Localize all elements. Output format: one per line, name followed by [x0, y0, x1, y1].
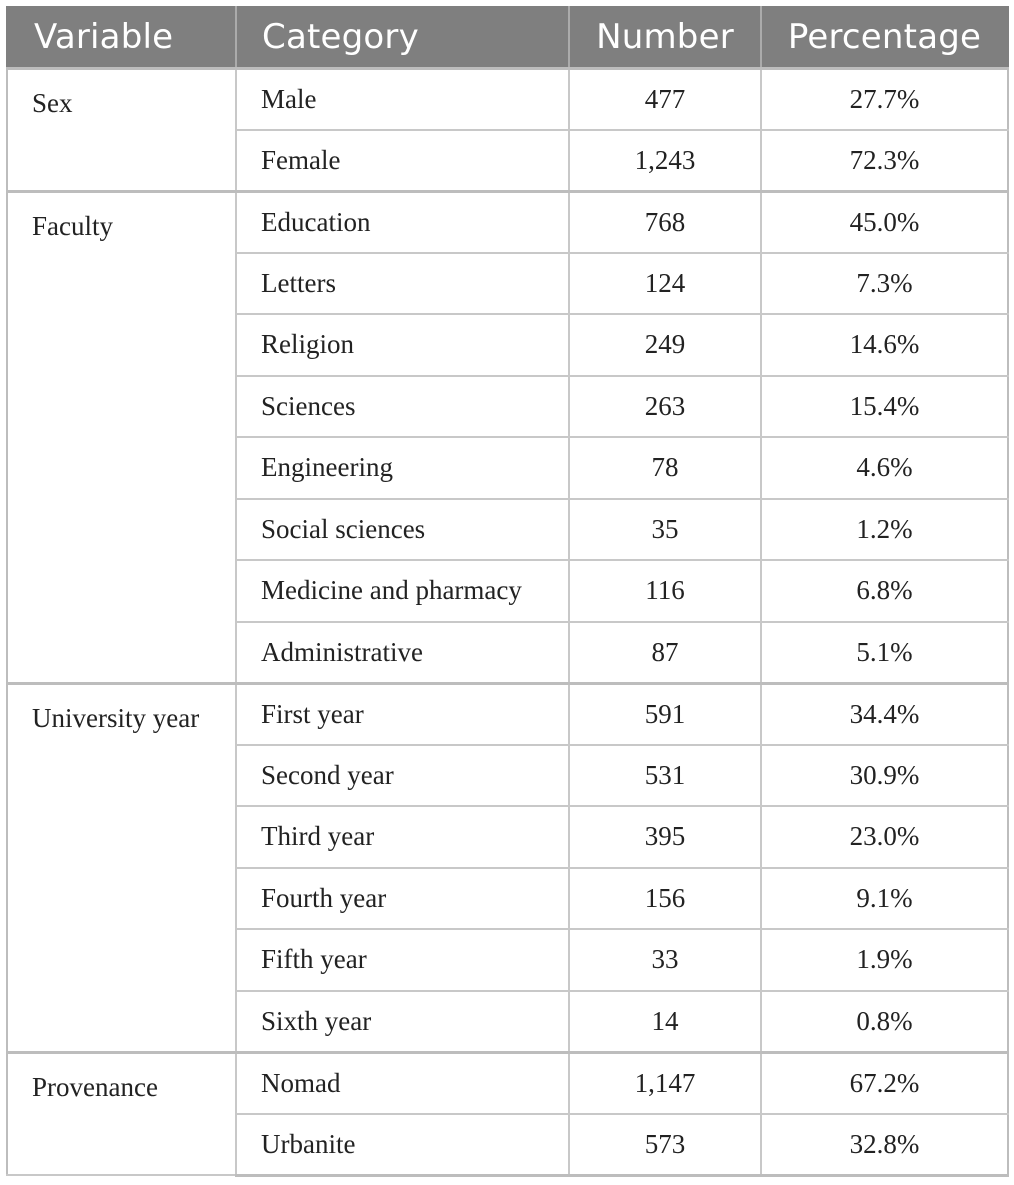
number-cell: 531 — [569, 745, 761, 807]
header-row — [7, 7, 1008, 68]
percentage-cell: 14.6% — [761, 314, 1008, 376]
percentage-cell: 9.1% — [761, 868, 1008, 930]
category-cell: Second year — [236, 745, 569, 807]
table-body — [7, 68, 1008, 1175]
category-cell: Urbanite — [236, 1114, 569, 1176]
percentage-cell: 30.9% — [761, 745, 1008, 807]
number-cell: 78 — [569, 437, 761, 499]
variable-cell: Faculty — [7, 191, 236, 683]
number-cell: 1,147 — [569, 1052, 761, 1114]
number-cell: 33 — [569, 929, 761, 991]
number-cell: 14 — [569, 991, 761, 1053]
percentage-cell: 45.0% — [761, 191, 1008, 253]
table-row — [7, 191, 1008, 253]
number-cell: 124 — [569, 253, 761, 315]
percentage-cell: 67.2% — [761, 1052, 1008, 1114]
table-row — [7, 683, 1008, 745]
percentage-cell: 72.3% — [761, 130, 1008, 192]
percentage-cell: 23.0% — [761, 806, 1008, 868]
category-cell: First year — [236, 683, 569, 745]
category-cell: Nomad — [236, 1052, 569, 1114]
header-category: Category — [236, 7, 569, 68]
category-cell: Female — [236, 130, 569, 192]
percentage-cell: 0.8% — [761, 991, 1008, 1053]
percentage-cell: 7.3% — [761, 253, 1008, 315]
header-variable: Variable — [7, 7, 236, 68]
category-cell: Sixth year — [236, 991, 569, 1053]
number-cell: 573 — [569, 1114, 761, 1176]
category-cell: Fourth year — [236, 868, 569, 930]
percentage-cell: 1.9% — [761, 929, 1008, 991]
category-cell: Fifth year — [236, 929, 569, 991]
percentage-cell: 15.4% — [761, 376, 1008, 438]
category-cell: Administrative — [236, 622, 569, 684]
number-cell: 768 — [569, 191, 761, 253]
number-cell: 395 — [569, 806, 761, 868]
variable-cell: University year — [7, 683, 236, 1052]
category-cell: Sciences — [236, 376, 569, 438]
header-number: Number — [569, 7, 761, 68]
variable-cell: Provenance — [7, 1052, 236, 1175]
number-cell: 35 — [569, 499, 761, 561]
number-cell: 116 — [569, 560, 761, 622]
category-cell: Medicine and pharmacy — [236, 560, 569, 622]
number-cell: 263 — [569, 376, 761, 438]
category-cell: Religion — [236, 314, 569, 376]
percentage-cell: 5.1% — [761, 622, 1008, 684]
header-percentage: Percentage — [761, 7, 1008, 68]
percentage-cell: 6.8% — [761, 560, 1008, 622]
number-cell: 1,243 — [569, 130, 761, 192]
variable-cell: Sex — [7, 68, 236, 191]
percentage-cell: 34.4% — [761, 683, 1008, 745]
number-cell: 477 — [569, 68, 761, 130]
number-cell: 87 — [569, 622, 761, 684]
category-cell: Engineering — [236, 437, 569, 499]
number-cell: 249 — [569, 314, 761, 376]
table-row — [7, 68, 1008, 130]
demographics-table — [6, 6, 1009, 1177]
number-cell: 591 — [569, 683, 761, 745]
category-cell: Male — [236, 68, 569, 130]
category-cell: Third year — [236, 806, 569, 868]
category-cell: Social sciences — [236, 499, 569, 561]
percentage-cell: 1.2% — [761, 499, 1008, 561]
category-cell: Letters — [236, 253, 569, 315]
category-cell: Education — [236, 191, 569, 253]
percentage-cell: 27.7% — [761, 68, 1008, 130]
percentage-cell: 32.8% — [761, 1114, 1008, 1176]
number-cell: 156 — [569, 868, 761, 930]
percentage-cell: 4.6% — [761, 437, 1008, 499]
table-row — [7, 1052, 1008, 1114]
